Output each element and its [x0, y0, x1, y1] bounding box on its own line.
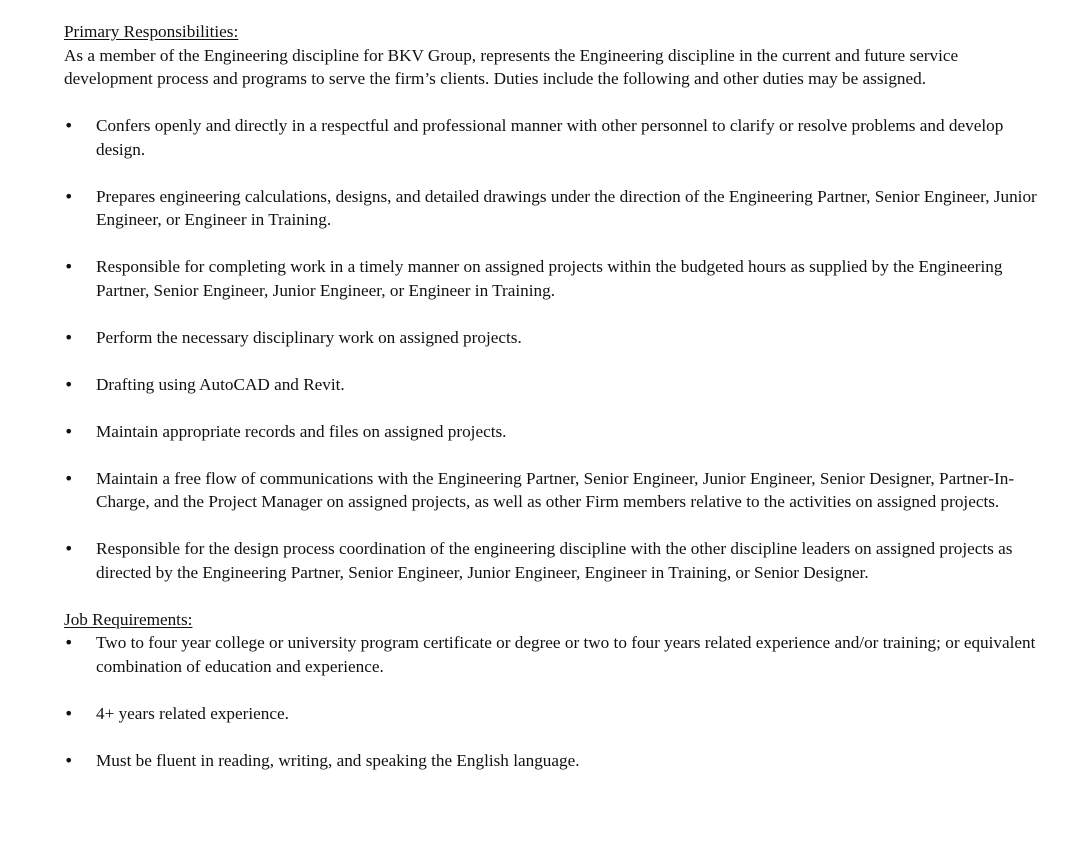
list-item: • Confers openly and directly in a respectful and professional manner with other personnel to clarify or resolve problems and develop design.	[64, 114, 1044, 161]
requirements-list	[64, 631, 1044, 772]
list-item: • Prepares engineering calculations, designs, and detailed drawings under the direction of the Engineering Partner, Senior Engineer, Junior Engineer, or Engineer in Training.	[64, 185, 1044, 232]
document-page	[64, 20, 1044, 772]
list-item: • Maintain appropriate records and files on assigned projects.	[64, 420, 1044, 444]
list-item: • Responsible for completing work in a timely manner on assigned projects within the budgeted hours as supplied by the Engineering Partner, Senior Engineer, Junior Engineer, or Engineer in Training.	[64, 255, 1044, 302]
list-item: • Maintain a free flow of communications with the Engineering Partner, Senior Engineer, Junior Engineer, Senior Designer, Partner-In-Charge, and the Project Manager on assigned projects, as well as other Firm members relative to the activities on assigned projects.	[64, 467, 1044, 514]
responsibilities-list	[64, 114, 1044, 584]
list-item: • Drafting using AutoCAD and Revit.	[64, 373, 1044, 397]
job-requirements-section	[64, 608, 1044, 773]
primary-responsibilities-intro: As a member of the Engineering discipline for BKV Group, represents the Engineering discipline in the current and future service development process and programs to serve the firm’s clients. Duties include the following and other duties may be assigned.	[64, 45, 959, 88]
list-item: • Must be fluent in reading, writing, and speaking the English language.	[64, 749, 1044, 773]
list-item: • Perform the necessary disciplinary work on assigned projects.	[64, 326, 1044, 350]
primary-responsibilities-section	[64, 20, 1044, 584]
list-item: • Two to four year college or university program certificate or degree or two to four years related experience and/or training; or equivalent combination of education and experience.	[64, 631, 1044, 678]
primary-responsibilities-heading: Primary Responsibilities:	[64, 22, 239, 41]
list-item: • Responsible for the design process coordination of the engineering discipline with the other discipline leaders on assigned projects as directed by the Engineering Partner, Senior Engineer, Junior Engineer, Engineer in Training, or Senior Designer.	[64, 537, 1044, 584]
list-item: • 4+ years related experience.	[64, 702, 1044, 726]
job-requirements-heading: Job Requirements:	[64, 609, 193, 629]
